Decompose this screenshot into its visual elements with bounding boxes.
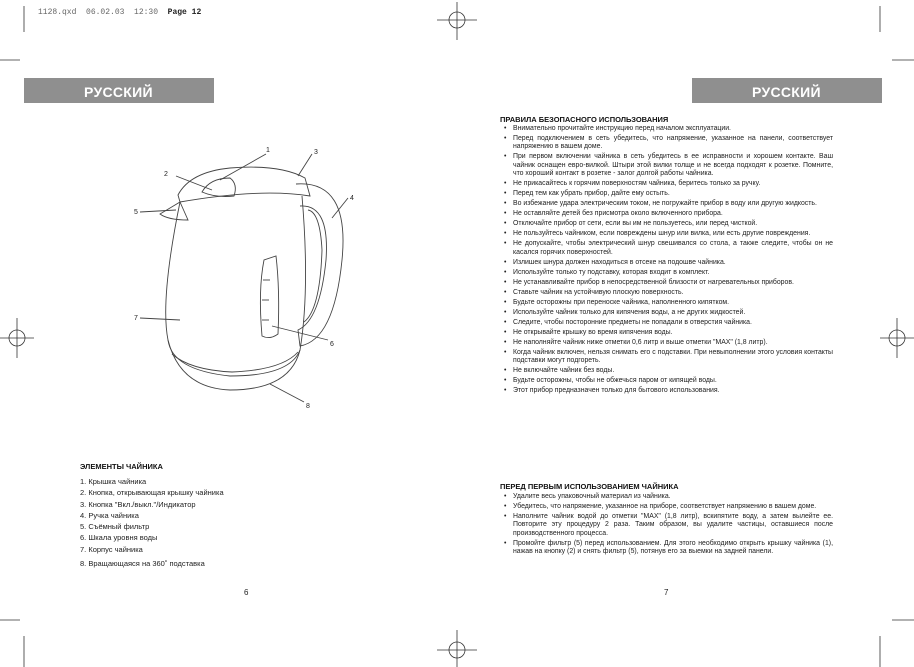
list-item: • Используйте только ту подставку, которая входит в комплект. [500, 269, 833, 277]
kettle-diagram [120, 140, 360, 420]
list-item: • Наполните чайник водой до отметки "MAX" (1,8 литр), вскипятите воду, а затем вылейте ее. Повторите эту процедуру 2 раза. Таким образом, вы удалите частицы, оставшиеся после производственного процесса. [500, 513, 833, 538]
label-8: 8 [306, 403, 310, 410]
first-use-list [500, 493, 833, 558]
first-use-heading: ПЕРЕД ПЕРВЫМ ИСПОЛЬЗОВАНИЕМ ЧАЙНИКА [500, 482, 679, 491]
list-item: • Следите, чтобы посторонние предметы не попадали в отверстия чайника. [500, 319, 833, 327]
list-item: • Убедитесь, что напряжение, указанное на приборе, соответствует напряжению в вашем доме. [500, 503, 833, 511]
left-language-title: РУССКИЙ [84, 84, 153, 100]
element-item: 5. Съёмный фильтр [80, 522, 150, 532]
list-item: • Не допускайте, чтобы электрический шнур свешивался со стола, а также следите, чтобы он не касался горячих поверхностей. [500, 240, 833, 257]
element-item: 2. Кнопка, открывающая крышку чайника [80, 488, 224, 498]
list-item: • Не прикасайтесь к горячим поверхностям чайника, беритесь только за ручку. [500, 180, 833, 188]
elements-list [80, 476, 224, 569]
kettle-body [166, 196, 306, 376]
list-item: • Не устанавливайте прибор в непосредственной близости от нагревательных приборов. [500, 279, 833, 287]
list-item: • Промойте фильтр (5) перед использованием. Для этого необходимо открыть крышку чайника (1), нажав на кнопку (2) и снять фильтр (5), потянув его за выемки на задней панели. [500, 540, 833, 557]
label-3: 3 [314, 149, 318, 156]
element-item: 1. Крышка чайника [80, 477, 147, 486]
safety-rules-list [500, 125, 833, 397]
label-5: 5 [134, 209, 138, 216]
element-item: 8. Вращающаяся на 360˚ подставка [80, 559, 205, 569]
list-item: • Не оставляйте детей без присмотра около включенного прибора. [500, 210, 833, 218]
list-item: • Этот прибор предназначен только для бытового использования. [500, 387, 833, 395]
right-language-title: РУССКИЙ [752, 84, 821, 100]
list-item: • Излишек шнура должен находиться в отсеке на подошве чайника. [500, 259, 833, 267]
label-7: 7 [134, 315, 138, 322]
element-item: 7. Корпус чайника [80, 544, 143, 554]
label-4: 4 [350, 195, 354, 202]
list-item: • Ставьте чайник на устойчивую плоскую поверхность. [500, 289, 833, 297]
slug-file: 1128.qxd [38, 8, 77, 17]
element-item: 4. Ручка чайника [80, 510, 139, 520]
list-item: • Будьте осторожны при переноске чайника, наполненного кипятком. [500, 299, 833, 307]
list-item: • Используйте чайник только для кипячения воды, а не других жидкостей. [500, 309, 833, 317]
label-1: 1 [266, 147, 270, 154]
list-item: • Отключайте прибор от сети, если вы им не пользуетесь, или перед чисткой. [500, 220, 833, 228]
lid-button [202, 178, 235, 197]
slug-page: Page 12 [167, 8, 202, 17]
list-item: • При первом включении чайника в сеть убедитесь в ее исправности и хорошем контакте. Ваш чайник оснащен евро-вилкой. Штыри этой вилки толще и не всегда подходят к розетке. Помните, что хороший контакт в розетке - залог долгой работы чайника. [500, 153, 833, 178]
list-item: • Перед тем как убрать прибор, дайте ему остыть. [500, 190, 833, 198]
element-item: 6. Шкала уровня воды [80, 533, 158, 543]
list-item: • Во избежание удара электрическим током, не погружайте прибор в воду или другую жидкость. [500, 200, 833, 208]
list-item: • Не наполняйте чайник ниже отметки 0,6 литр и выше отметки "MAX" (1,8 литр). [500, 339, 833, 347]
list-item: • Перед подключением в сеть убедитесь, что напряжение, указанное на панели, соответствует напряжению в вашем доме. [500, 135, 833, 152]
list-item: • Будьте осторожны, чтобы не обжечься паром от кипящей воды. [500, 377, 833, 385]
list-item: • Не пользуйтесь чайником, если повреждены шнур или вилка, или есть другие повреждения. [500, 230, 833, 238]
list-item: • Удалите весь упаковочный материал из чайника. [500, 493, 833, 501]
list-item: • Когда чайник включен, нельзя снимать его с подставки. При невыполнении этого условия контакты подставки могут подгореть. [500, 349, 833, 366]
water-window [260, 256, 278, 338]
left-page-number: 6 [244, 588, 249, 597]
elements-heading: ЭЛЕМЕНТЫ ЧАЙНИКА [80, 462, 163, 471]
list-item: • Внимательно прочитайте инструкцию перед началом эксплуатации. [500, 125, 833, 133]
element-item: 3. Кнопка "Вкл./выкл."/Индикатор [80, 499, 196, 509]
right-page-number: 7 [664, 588, 669, 597]
list-item: • Не открывайте крышку во время кипячения воды. [500, 329, 833, 337]
list-item: • Не включайте чайник без воды. [500, 367, 833, 375]
slug-date: 06.02.03 [86, 8, 125, 17]
label-6: 6 [330, 341, 334, 348]
safety-heading: ПРАВИЛА БЕЗОПАСНОГО ИСПОЛЬЗОВАНИЯ [500, 115, 669, 124]
label-2: 2 [164, 171, 168, 178]
slug-time: 12:30 [134, 8, 159, 17]
